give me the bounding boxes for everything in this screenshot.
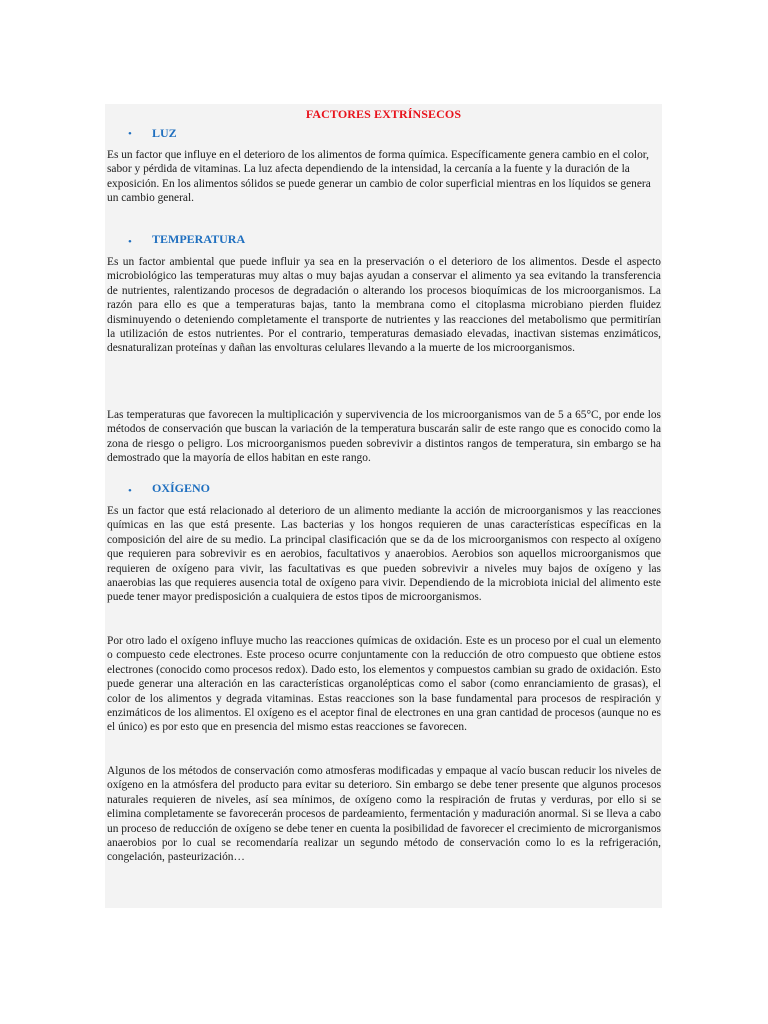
bullet-icon: • [128, 128, 132, 140]
paragraph-oxigeno-2: Por otro lado el oxígeno influye mucho las reacciones químicas de oxidación. Este es un proceso por el cual un elemento o compuesto cede electrones. Este proceso ocurre conjuntamente con la reducción de otro compuesto que obtiene estos electrones (conocido como procesos redox). Dado esto, los elementos y compuestos cambian su grado de oxidación. Esto puede generar una alteración en las características organolépticas como el sabor (como enranciamiento de grasas), el color de los alimentos y degrada vitaminas. Estas reacciones son la base fundamental para procesos de respiración y enzimáticos de los alimentos. El oxígeno es el aceptor final de electrones en una gran cantidad de procesos (aunque no es el único) es por esto que en presencia del mismo estas reacciones se favorecen. [107, 635, 661, 734]
section-heading-oxigeno: OXÍGENO [152, 481, 211, 495]
paragraph-oxigeno-3: Algunos de los métodos de conservación como atmosferas modificadas y empaque al vacío buscan reducir los niveles de oxígeno en la atmósfera del producto para evitar su deterioro. Sin embargo se debe tener presente que algunos procesos naturales requieren de niveles, así sea mínimos, de oxígeno como la respiración de frutas y verduras, por ello si se elimina completamente se favorecerán procesos de pardeamiento, fermentación y maduración anormal. Si se lleva a cabo un proceso de reducción de oxígeno se debe tener en cuenta la posibilidad de favorecer el crecimiento de microrganismos anaerobios por lo cual se recomendaría realizar un segundo método de conservación como lo es la refrigeración, congelación, pasteurización… [107, 765, 661, 864]
section-heading-luz: LUZ [152, 126, 177, 140]
document-page [105, 104, 662, 908]
section-heading-temperatura: TEMPERATURA [152, 232, 246, 246]
bullet-icon: • [128, 485, 132, 497]
paragraph-oxigeno-1: Es un factor que está relacionado al deterioro de un alimento mediante la acción de microorganismos y las reacciones químicas en las que está presente. Las bacterias y los hongos requieren de unas características específicas en la composición del aire de su medio. La principal clasificación que se da de los microorganismos con respecto al oxígeno que requieren para sobrevivir es en aerobios, facultativos y anaerobios. Aerobios son aquellos microorganismos que requieren de oxígeno para vivir, las facultativas es que pueden sobrevivir a niveles muy bajos de oxígeno y las anaerobias las que requieres ausencia total de oxígeno para vivir. Dependiendo de la microbiota inicial del alimento este puede tener mayor predisposición a cualquiera de estos tipos de microorganismos. [107, 505, 661, 604]
document-title: FACTORES EXTRÍNSECOS [305, 107, 462, 121]
paragraph-temperatura-2: Las temperaturas que favorecen la multiplicación y supervivencia de los microorganismos van de 5 a 65°C, por ende los métodos de conservación que buscan la variación de la temperatura buscarán salir de este rango que es conocido como la zona de riesgo o peligro. Los microorganismos pueden sobrevivir a distintos rangos de temperatura, sin embargo se ha demostrado que la mayoría de ellos habitan en este rango. [107, 409, 661, 465]
paragraph-luz-1: Es un factor que influye en el deterioro de los alimentos de forma química. Específicamente genera cambio en el color, sabor y pérdida de vitaminas. La luz afecta dependiendo de la intensidad, la cercanía a la fuente y la duración de la exposición. En los alimentos sólidos se puede generar un cambio de color superficial mientras en los líquidos se genera un cambio general. [107, 149, 651, 205]
paragraph-temperatura-1: Es un factor ambiental que puede influir ya sea en la preservación o el deterioro de los alimentos. Desde el aspecto microbiológico las temperaturas muy altas o muy bajas ayudan a conservar el alimento ya sea evitando la transferencia de nutrientes, ralentizando procesos de degradación o alterando los procesos bioquímicas de los microorganismos. La razón para ello es que a temperaturas bajas, tanto la membrana como el citoplasma microbiano pierden fluidez disminuyendo o deteniendo completamente el transporte de nutrientes y las reacciones del metabolismo que permitirían la utilización de estos nutrientes. Por el contrario, temperaturas demasiado elevadas, inactivan sistemas enzimáticos, desnaturalizan proteínas y dañan las envolturas celulares llevando a la muerte de los microorganismos. [107, 256, 661, 355]
bullet-icon: • [128, 236, 132, 248]
